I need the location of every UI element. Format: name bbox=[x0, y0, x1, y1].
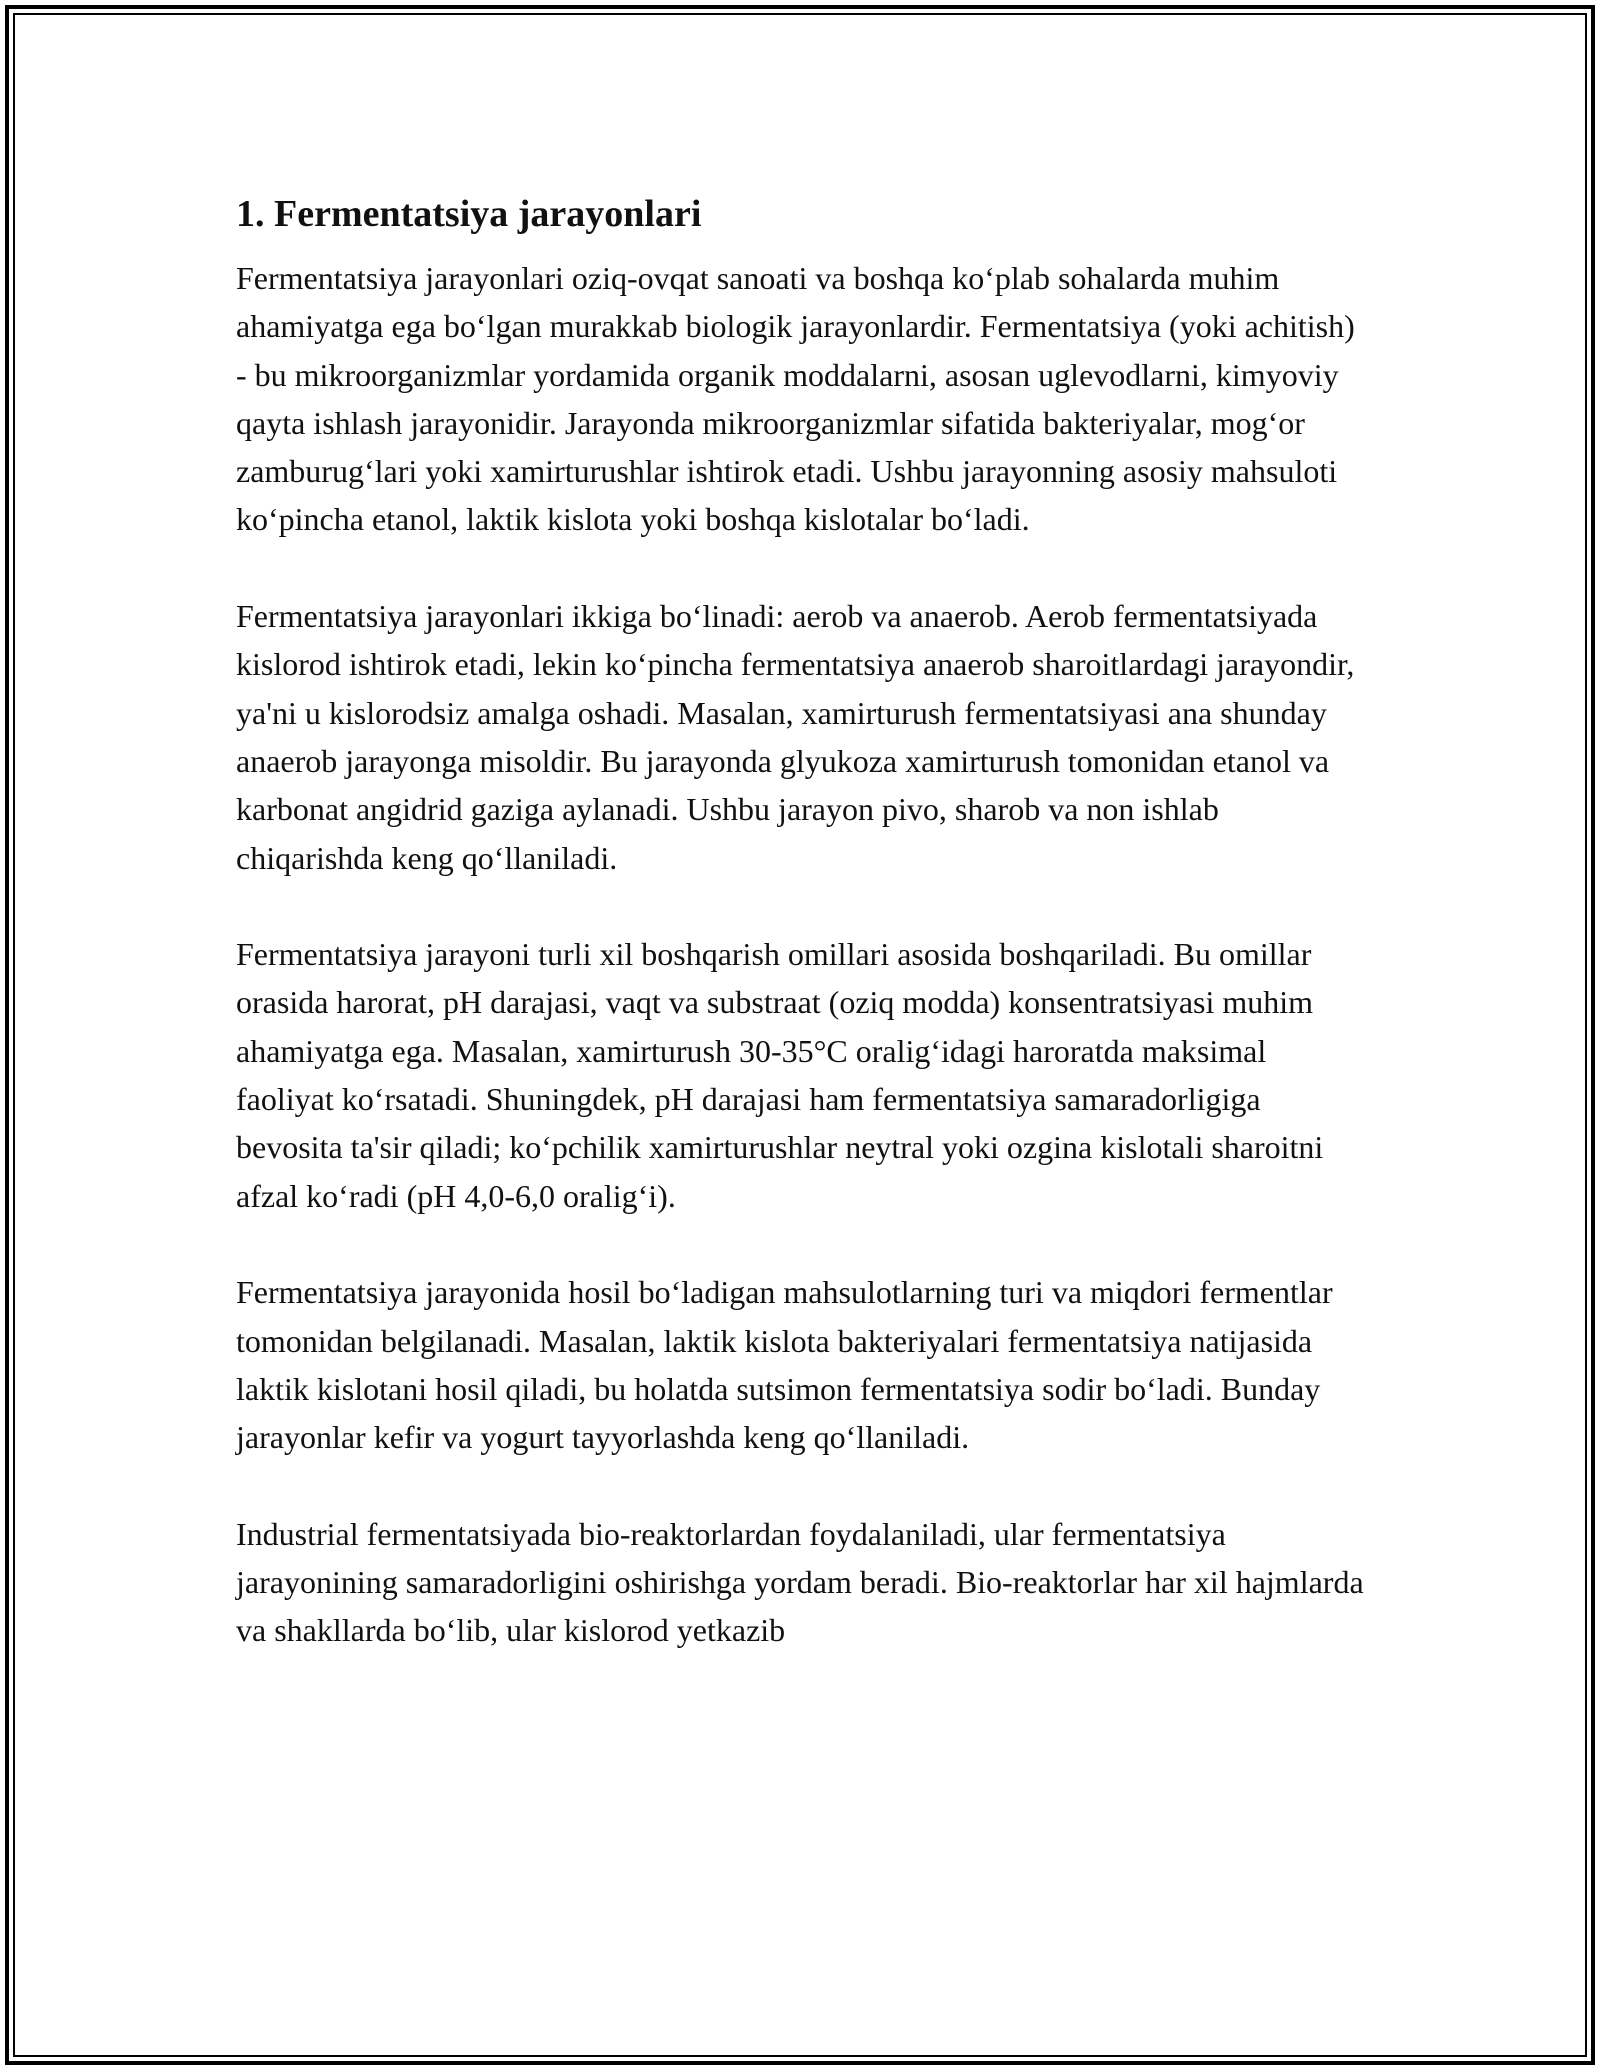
document-body bbox=[236, 186, 1366, 1703]
section-heading: 1. Fermentatsiya jarayonlari bbox=[236, 193, 702, 235]
paragraph-industrial: Industrial fermentatsiyada bio-reaktorlardan foydalaniladi, ular fermentatsiya jarayonining samaradorligini oshirishga yordam beradi. Bio-reaktorlar har xil hajmlarda va shakllarda boʻlib, ular kislorod yetkazib bbox=[236, 1515, 1364, 1649]
paragraph-intro: Fermentatsiya jarayonlari oziq-ovqat sanoati va boshqa koʻplab sohalarda muhim ahamiyatga ega boʻlgan murakkab biologik jarayonlardir. Fermentatsiya (yoki achitish) - bu mikroorganizmlar yordamida organik moddalarni, asosan uglevodlarni, kimyoviy qayta ishlash jarayonidir. Jarayonda mikroorganizmlar sifatida bakteriyalar, mogʻor zamburugʻlari yoki xamirturushlar ishtirok etadi. Ushbu jarayonning asosiy mahsuloti koʻpincha etanol, laktik kislota yoki boshqa kislotalar boʻladi. bbox=[236, 260, 1355, 538]
paragraph-aerob-anaerob: Fermentatsiya jarayonlari ikkiga boʻlinadi: aerob va anaerob. Aerob fermentatsiyada kislorod ishtirok etadi, lekin koʻpincha fermentatsiya anaerob sharoitlardagi jarayondir, ya'ni u kislorodsiz amalga oshadi. Masalan, xamirturush fermentatsiyasi ana shunday anaerob jarayonga misoldir. Bu jarayonda glyukoza xamirturush tomonidan etanol va karbonat angidrid gaziga aylanadi. Ushbu jarayon pivo, sharob va non ishlab chiqarishda keng qoʻllaniladi. bbox=[236, 598, 1355, 876]
paragraph-control-factors: Fermentatsiya jarayoni turli xil boshqarish omillari asosida boshqariladi. Bu omillar orasida harorat, pH darajasi, vaqt va substraat (oziq modda) konsentratsiyasi muhim ahamiyatga ega. Masalan, xamirturush 30-35°C oraligʻidagi haroratda maksimal faoliyat koʻrsatadi. Shuningdek, pH darajasi ham fermentatsiya samaradorligiga bevosita ta'sir qiladi; koʻpchilik xamirturushlar neytral yoki ozgina kislotali sharoitni afzal koʻradi (pH 4,0-6,0 oraligʻi). bbox=[236, 936, 1324, 1214]
paragraph-products: Fermentatsiya jarayonida hosil boʻladigan mahsulotlarning turi va miqdori fermentlar tomonidan belgilanadi. Masalan, laktik kislota bakteriyalari fermentatsiya natijasida laktik kislotani hosil qiladi, bu holatda sutsimon fermentatsiya sodir boʻladi. Bunday jarayonlar kefir va yogurt tayyorlashda keng qoʻllaniladi. bbox=[236, 1274, 1333, 1456]
